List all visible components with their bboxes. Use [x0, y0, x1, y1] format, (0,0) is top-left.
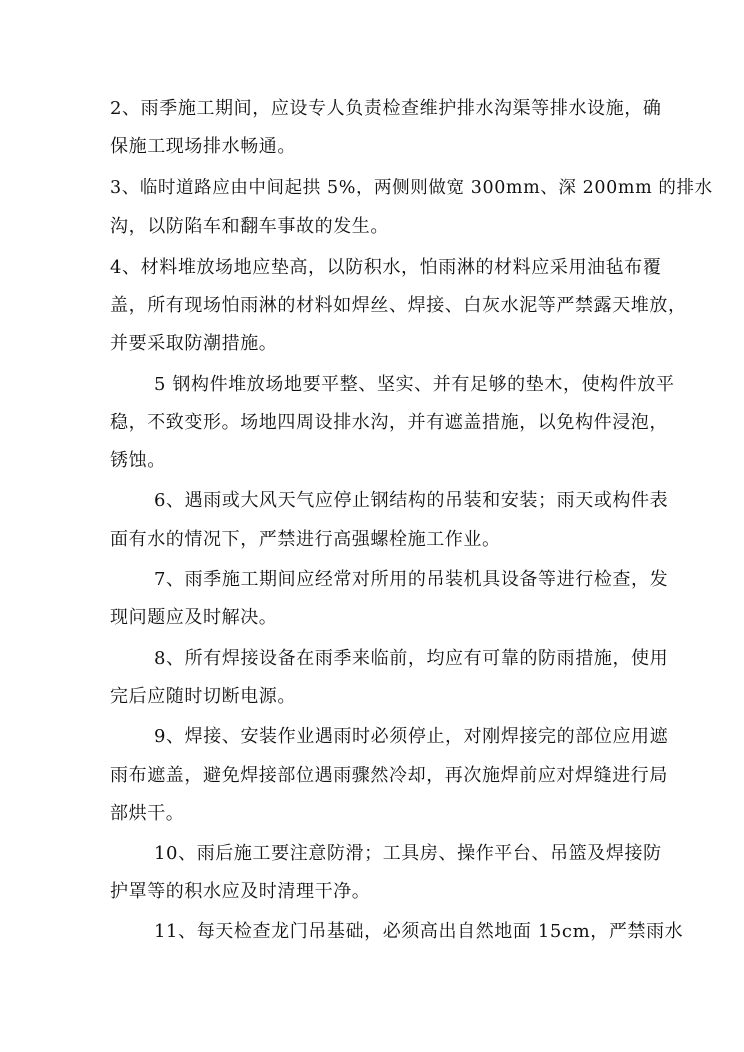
text-line: 7、雨季施工期间应经常对所用的吊装机具设备等进行检查，发 — [154, 569, 669, 590]
text-line: 4、材料堆放场地应垫高，以防积水，怕雨淋的材料应采用油毡布覆 — [110, 257, 662, 278]
text-line: 11、每天检查龙门吊基础，必须高出自然地面 15cm，严禁雨水 — [154, 921, 684, 942]
text-line: 9、焊接、安装作业遇雨时必须停止，对刚焊接完的部位应用遮 — [154, 726, 669, 747]
text-line: 6、遇雨或大风天气应停止钢结构的吊装和安装；雨天或构件表 — [154, 490, 669, 511]
text-line: 5 钢构件堆放场地要平整、坚实、并有足够的垫木，使构件放平 — [154, 374, 675, 395]
text-line: 并要采取防潮措施。 — [110, 333, 278, 354]
text-line: 雨布遮盖，避免焊接部位遇雨骤然冷却，再次施焊前应对焊缝进行局 — [110, 765, 668, 786]
text-line: 沟，以防陷车和翻车事故的发生。 — [110, 216, 389, 237]
text-line: 稳，不致变形。场地四周设排水沟，并有遮盖措施，以免构件浸泡， — [110, 412, 668, 433]
text-line: 保施工现场排水畅通。 — [110, 136, 296, 157]
text-line: 3、临时道路应由中间起拱 5%，两侧则做宽 300mm、深 200mm 的排水 — [110, 178, 713, 198]
text-line: 面有水的情况下，严禁进行高强螺栓施工作业。 — [110, 529, 501, 550]
text-line: 8、所有焊接设备在雨季来临前，均应有可靠的防雨措施，使用 — [154, 648, 669, 669]
text-line: 护罩等的积水应及时清理干净。 — [110, 881, 371, 902]
text-line: 盖，所有现场怕雨淋的材料如焊丝、焊接、白灰水泥等严禁露天堆放， — [110, 295, 687, 316]
text-line: 锈蚀。 — [110, 450, 166, 471]
text-line: 现问题应及时解决。 — [110, 607, 278, 628]
text-line: 10、雨后施工要注意防滑；工具房、操作平台、吊篮及焊接防 — [154, 843, 662, 864]
text-line: 部烘干。 — [110, 803, 185, 824]
text-line: 完后应随时切断电源。 — [110, 686, 296, 707]
text-line: 2、雨季施工期间，应设专人负责检查维护排水沟渠等排水设施，确 — [110, 98, 662, 119]
